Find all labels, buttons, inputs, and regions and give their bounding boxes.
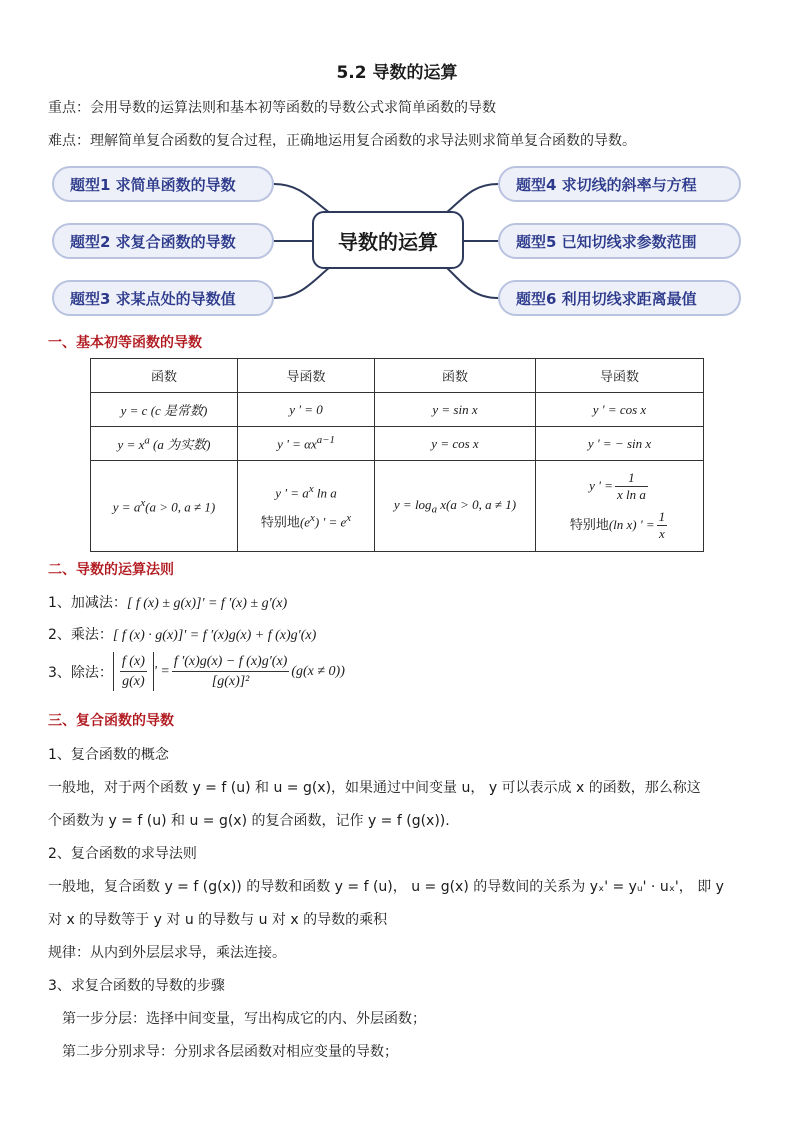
type-2-box: 题型2 求复合函数的导数 xyxy=(52,223,274,259)
table-row xyxy=(91,393,704,427)
type-1-box: 题型1 求简单函数的导数 xyxy=(52,166,274,202)
exponent: a xyxy=(144,434,150,447)
add-rule xyxy=(48,592,287,612)
table-header: 导函数 xyxy=(238,359,375,393)
mind-map-center: 导数的运算 xyxy=(312,211,464,269)
rule-line-1: 一般地，复合函数 y = f (g(x)) 的导数和函数 y = f (u)， u = g(x) 的导数间的关系为 yₓ' = yᵤ' · uₓ'， 即 y xyxy=(48,879,724,895)
numerator: f ′(x)g(x) − f (x)g′(x) xyxy=(172,652,290,672)
table-cell: y ' = − sin x xyxy=(536,427,704,461)
exp-derivative xyxy=(261,477,351,536)
rule-label: 3、除法： xyxy=(48,664,113,681)
fraction xyxy=(172,652,290,691)
table-cell: y ' = cos x xyxy=(536,393,704,427)
log-derivative-special xyxy=(570,506,669,545)
formula: (ln x) ' = xyxy=(608,517,655,532)
page-title: 5.2 导数的运算 xyxy=(336,63,458,83)
special-label: 特别地 xyxy=(260,515,300,531)
rule-label: 1、加减法： xyxy=(48,595,127,611)
formula-note: (a 为实数) xyxy=(149,437,211,452)
table-cell xyxy=(238,427,375,461)
table-header: 函数 xyxy=(375,359,536,393)
table-header: 函数 xyxy=(91,359,238,393)
section-1-heading: 一、基本初等函数的导数 xyxy=(48,335,202,351)
rule-formula: [ f (x) ± g(x)]' = f ′(x) ± g′(x) xyxy=(126,596,288,611)
rule-title: 2、复合函数的求导法则 xyxy=(48,846,197,862)
formula: ln a xyxy=(313,485,337,500)
concept-line-1: 一般地，对于两个函数 y = f (u) 和 u = g(x)，如果通过中间变量 u， y 可以表示成 x 的函数，那么称这 xyxy=(48,780,701,796)
key-point: 重点：会用导数的运算法则和基本初等函数的导数公式求简单函数的导数 xyxy=(48,100,496,116)
exponent: x xyxy=(140,496,146,509)
rule-line-3: 规律：从内到外层层求导，乘法连接。 xyxy=(48,945,286,961)
table-cell xyxy=(536,461,704,552)
numerator: f (x) xyxy=(120,652,147,672)
table-row xyxy=(91,427,704,461)
div-rule xyxy=(48,652,345,691)
exp-derivative-general xyxy=(261,477,351,506)
connector-3 xyxy=(274,267,330,298)
formula-power-deriv: y ' = αx xyxy=(277,436,317,452)
steps-title: 3、求复合函数的导数的步骤 xyxy=(48,978,225,994)
type-3-box: 题型3 求某点处的导数值 xyxy=(52,280,274,316)
exp-derivative-special xyxy=(261,506,351,535)
formula: ' = xyxy=(153,663,170,679)
table-row xyxy=(91,461,704,552)
table-cell xyxy=(375,461,536,552)
table-header: 导函数 xyxy=(536,359,704,393)
formula: y ' = xyxy=(589,478,613,493)
formula: (e xyxy=(299,514,311,530)
condition: (g(x ≠ 0)) xyxy=(291,663,345,679)
mind-map xyxy=(0,155,794,330)
formula-power: y = x xyxy=(117,437,145,452)
exponent: x xyxy=(308,482,314,495)
exponent: a−1 xyxy=(316,434,335,447)
special-label: 特别地 xyxy=(569,518,609,533)
numerator: 1 xyxy=(658,509,666,524)
table-cell: y ' = 0 xyxy=(238,393,375,427)
connector-4 xyxy=(446,184,498,213)
subscript: a xyxy=(431,503,437,516)
formula: y ' = a xyxy=(275,485,309,500)
formula-exp: y = a xyxy=(112,499,141,515)
rule-formula: [ f (x) · g(x)]' = f ′(x)g(x) + f (x)g′(x) xyxy=(112,628,317,643)
type-6-box: 题型6 利用切线求距离最值 xyxy=(498,280,741,316)
step-1: 第一步分层：选择中间变量，写出构成它的内、外层函数； xyxy=(62,1011,426,1027)
formula-cond: x(a > 0, a ≠ 1) xyxy=(436,496,517,512)
rule-label: 2、乘法： xyxy=(48,627,113,643)
fraction xyxy=(657,509,668,542)
fraction xyxy=(120,652,147,691)
table-cell: y = c (c 是常数) xyxy=(91,393,238,427)
concept-line-2: 个函数为 y = f (u) 和 u = g(x) 的复合函数，记作 y = f (g(x)). xyxy=(48,813,450,829)
numerator: 1 xyxy=(615,470,648,487)
table-cell: y = sin x xyxy=(375,393,536,427)
formula: ) ' = e xyxy=(314,514,347,530)
formula-log: y = log xyxy=(393,496,432,512)
table-cell xyxy=(91,461,238,552)
connector-6 xyxy=(446,267,498,298)
section-2-heading: 二、导数的运算法则 xyxy=(48,562,174,578)
step-2: 第二步分别求导：分别求各层函数对相应变量的导数； xyxy=(62,1044,398,1060)
fraction xyxy=(615,470,648,503)
bracket xyxy=(113,652,154,691)
exponent: x xyxy=(346,512,352,524)
derivative-table xyxy=(90,358,704,552)
section-3-heading: 三、复合函数的导数 xyxy=(48,713,174,729)
table-cell xyxy=(238,461,375,552)
table-cell xyxy=(91,427,238,461)
formula-cond: (a > 0, a ≠ 1) xyxy=(145,499,216,515)
denominator: x xyxy=(659,526,665,541)
concept-title: 1、复合函数的概念 xyxy=(48,747,169,763)
difficult-point: 难点：理解简单复合函数的复合过程，正确地运用复合函数的求导法则求简单复合函数的导数。 xyxy=(48,133,636,149)
rule-line-2: 对 x 的导数等于 y 对 u 的导数与 u 对 x 的导数的乘积 xyxy=(48,912,388,928)
log-derivative xyxy=(570,467,669,545)
table-header-row xyxy=(91,359,704,393)
table-cell: y = cos x xyxy=(375,427,536,461)
denominator: x ln a xyxy=(616,487,646,502)
mul-rule xyxy=(48,624,316,644)
type-5-box: 题型5 已知切线求参数范围 xyxy=(498,223,741,259)
type-4-box: 题型4 求切线的斜率与方程 xyxy=(498,166,741,202)
denominator: g(x) xyxy=(122,674,145,689)
denominator: [g(x)]² xyxy=(211,674,250,689)
log-derivative-general xyxy=(570,467,669,506)
connector-1 xyxy=(274,184,330,213)
exponent: x xyxy=(310,512,315,524)
